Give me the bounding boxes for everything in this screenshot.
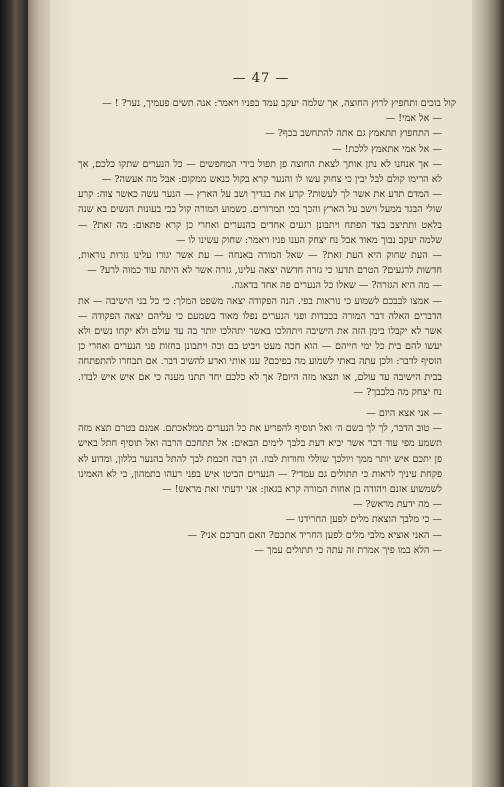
paragraph: — העת שחוק היא העת זאת? — שאל המורה באנחה — עת אשר יגורו עלינו גזרות נוראות, חדשות לרגעים? הטרם תדעו כי גזרה חדשה יצאה עלינו, גזרה אשר לא היתה עוד כמוה לרע? — (78, 250, 442, 277)
paragraph: — המדם תדע את אשר לך לעשות? קרע את בגדיך ושב על הארץ — הנער עשה כאשר צוה: קרע שולי הבגד ממעל וישב על הארץ והכך בכי תמרורים. כשמוע המורה קול בכי בעונות הנשים בא שנה בלאט ותתיצב בצד הפתח ויתבונן רגעים אחדים בהנערים ואחרי כן קרא פתאום: מה זאת? — שלמה יעקב נבוך מאוד אבל נח יצחק הענו פניו ויאמר: שחוק עשינו לו — (78, 189, 442, 246)
paragraph: — אך אנחנו לא נתן אותך לצאת החוצה פן תפול בידי המחפשים — כל הנערים שתקו כלכם, אך לא הרימו קולם לבל יבין כי צחוק עשו לו והנער קרא בקול כנאש ממקום: אבל מה אעשה? — (78, 158, 442, 186)
page-edge-right (472, 0, 504, 787)
paragraph: — האני אוציא מלבי מלים לפען החריד אתכם? האם חברכם אני? — (187, 529, 442, 541)
page-number: — 47 — (232, 71, 290, 86)
paragraph: — התחפוץ תתאמץ גם אתה להתחשב בכף? — (265, 128, 442, 140)
page-gutter (28, 0, 52, 787)
paragraph: — הלא במו פיך אמרת זה עתה כי תתולים עמך — (254, 544, 442, 556)
book-binding-edge (0, 0, 28, 787)
paragraph: — אמצו לבבכם לשמוע כי נוראות בפי. הנה הפקודה יצאה משפט המלך: כי כל בני הישיבה — את הדברים האלה דבר המורה בכבדות ופני הנערים נפלו מאוד בשמעם כי עליהם יצאה הפקודה — אשר לא יקבלו בימן הזה את הישיבה ויתהלכו באשר יתהלכו יותר בה עד עולם ולא יקחו נשים ולא יעשו להם בית כל ימי חייהם — הוא חכה מעט ויביט בם וכה ויתבונן בחזות פני הנערים ואחרי כן הוסיף לדבר: ולכן עתה באתי לשמוע מה בפיכם? ענו אותי וארע להשיב דבר. אם תבחרו להתפתחה בבית הישיבה עד עולם, או תצאו מזה היום? אך לא כלכם יחד תתנו מענה כי אם איש איש לבדו. נח יצחק מה בלבבך? — (78, 295, 442, 398)
paragraph: — מה היא הגזרה? — שאלו כל הנערים פה אחד בדאגה. (231, 280, 442, 292)
paragraph: — טוב הדבר, לך לך בשם ה׳ ואל תוסיף להפריע את כל הנערים ממלאכתם. אמנם בטרם תצא מזה תשמע מפי עוד דבר אשר יביא דעת בלבך לימים הבאים: אל תתחכם הרבה ואל תוסיף חתל באיש פן יתכם איש יותר ממך ויולכך שוללי וחורות לבוז. הן רבה חכמת לבך להתל בהנער בללון, ומדוע לא פקחת עיניך לראות כי תתולים גם עמדי? — הנערים הביטו איש בפני רעהו בתמהון, כי לא האמינו לשמשוע אזנם ויהודה בן אחות המורה קרא בגאון: אני ידעתי זאת מראש! — (78, 423, 442, 496)
paragraph: — אל אמי! — (385, 113, 442, 125)
book-page (50, 0, 472, 787)
paragraph: — אני אצא היום — (366, 408, 442, 420)
paragraph: — כי מלבך הוצאת מלים לפען החרידנו — (285, 514, 442, 526)
paragraph: — אל אמי אתאמץ ללכת! — (331, 143, 442, 155)
paragraph: — מה ידעת מראש? — (352, 499, 442, 511)
page-text (78, 96, 456, 558)
paragraph: קול בוכים ותחפיץ לרוץ החוצה, אך שלמה יעקב עמד בפניו ויאמר: אנה תשים פעמיך, נער? ! — (102, 98, 456, 109)
